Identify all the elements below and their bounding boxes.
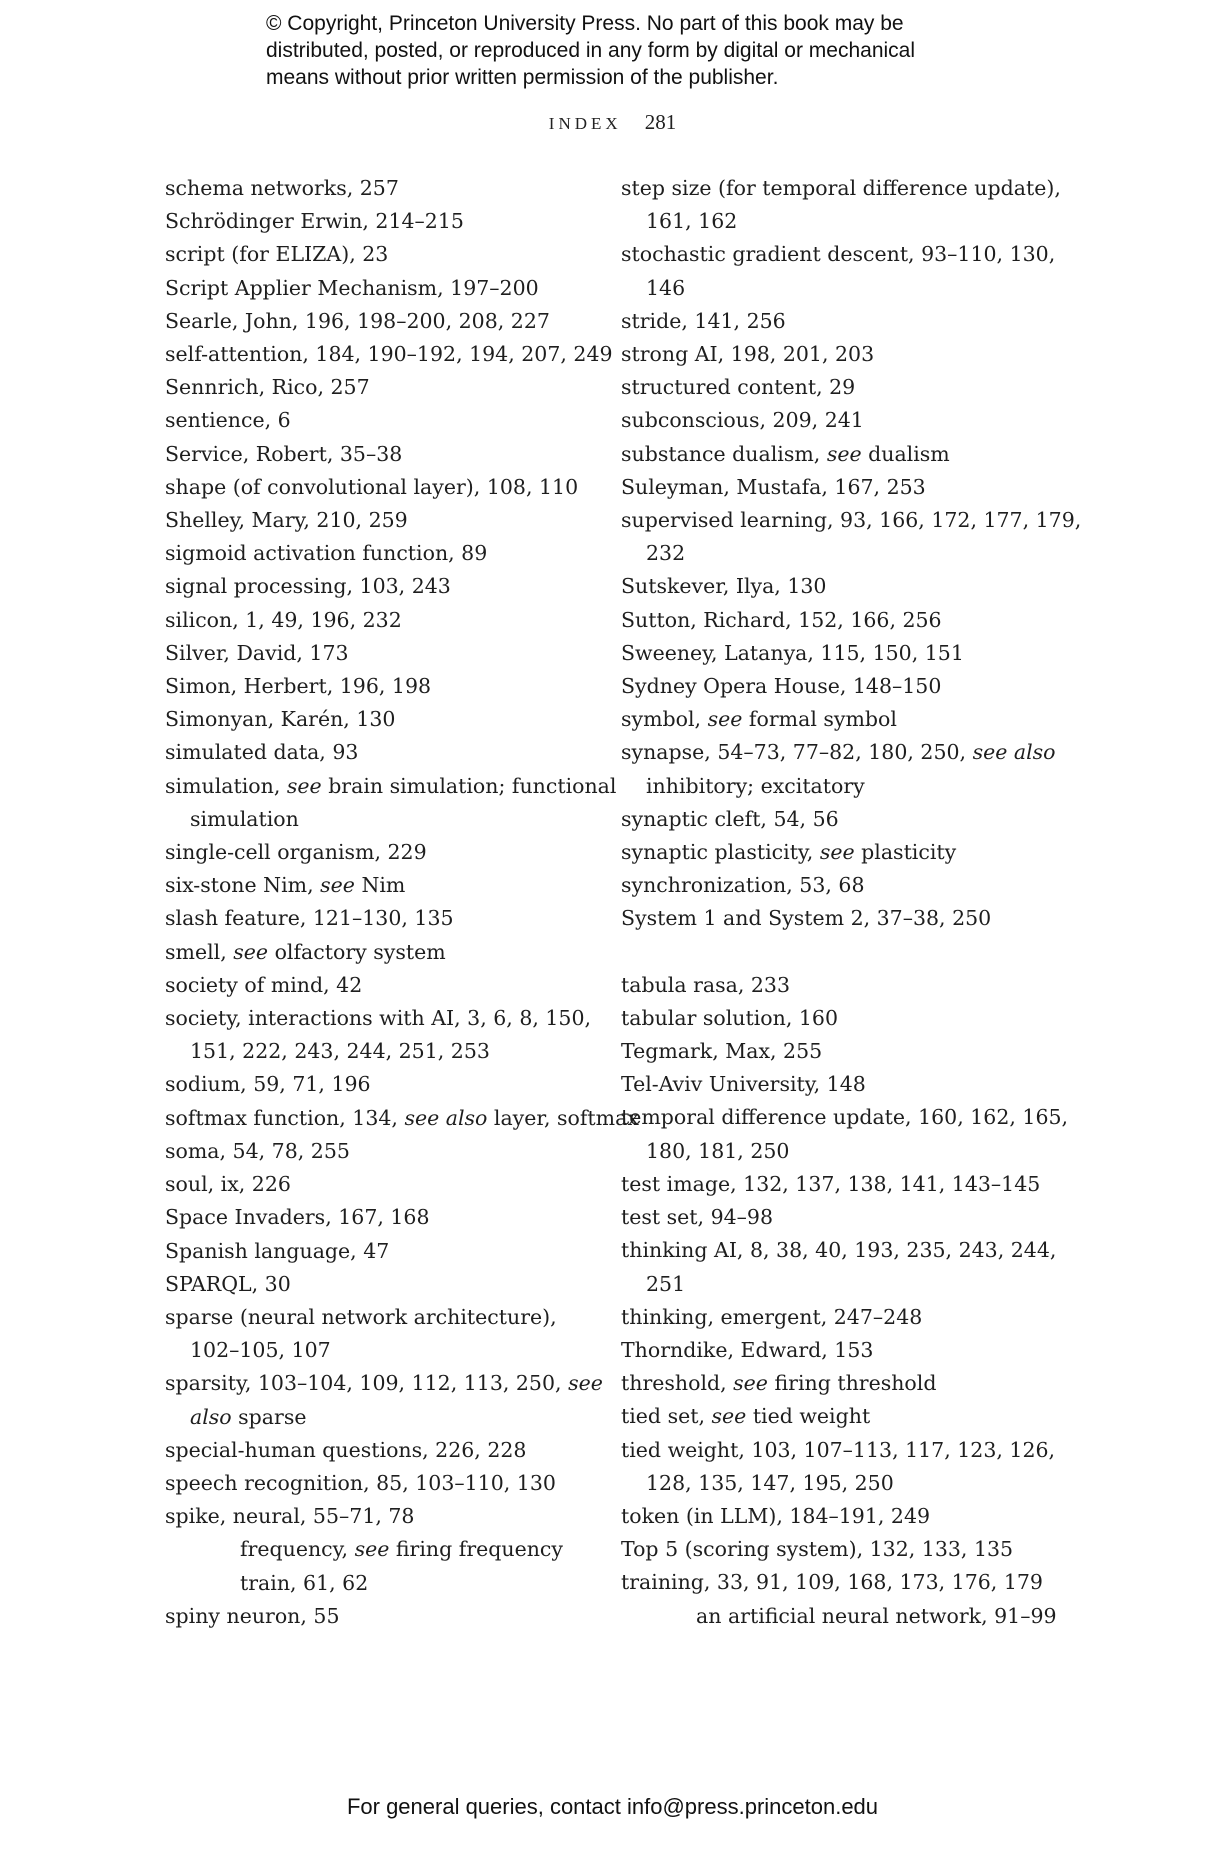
see-reference: see also	[972, 740, 1056, 765]
see-reference: see	[233, 939, 269, 964]
entry-text: symbol,	[621, 707, 708, 732]
index-entry	[165, 1002, 605, 1068]
see-reference: also	[190, 1404, 232, 1429]
entry-text: sparse (neural network architecture),	[165, 1304, 557, 1329]
index-entry: structured content, 29	[621, 375, 856, 400]
index-entry: society of mind, 42	[165, 972, 363, 997]
index-entry	[621, 1234, 1071, 1300]
see-reference: see	[826, 441, 862, 466]
index-entry: Top 5 (scoring system), 132, 133, 135	[621, 1537, 1014, 1562]
copyright-line: distributed, posted, or reproduced in any form by digital or mechanical	[266, 39, 916, 62]
see-reference: see	[320, 873, 355, 898]
index-entry	[165, 869, 605, 902]
see-reference: see	[707, 707, 743, 732]
index-entry: self-attention, 184, 190–192, 194, 207, 249	[165, 342, 613, 367]
index-entry	[165, 1301, 605, 1367]
entry-continuation: 146	[646, 275, 686, 300]
index-entry	[621, 438, 1071, 471]
index-entry: synaptic cleft, 54, 56	[621, 806, 839, 831]
entry-text: sparsity, 103–104, 109, 112, 113, 250,	[165, 1371, 569, 1396]
page-number: 281	[644, 110, 677, 134]
index-entry	[621, 1434, 1071, 1500]
index-entry: single-cell organism, 229	[165, 840, 427, 865]
see-reference: see	[568, 1371, 603, 1396]
index-entry: Spanish language, 47	[165, 1238, 390, 1263]
index-entry	[165, 936, 605, 969]
copyright-line: © Copyright, Princeton University Press. No part of this book may be	[266, 12, 904, 35]
index-entry: Sydney Opera House, 148–150	[621, 674, 942, 699]
index-entry	[165, 1102, 639, 1135]
entry-text: simulation,	[165, 773, 287, 798]
index-entry: slash feature, 121–130, 135	[165, 906, 454, 931]
see-reference: see	[354, 1537, 390, 1562]
index-entry: script (for ELIZA), 23	[165, 242, 389, 267]
entry-text: tied weight, 103, 107–113, 117, 123, 126,	[621, 1437, 1056, 1462]
footer-contact: For general queries, contact info@press.princeton.edu	[346, 1794, 879, 1819]
index-entry	[165, 1367, 605, 1433]
index-entry: strong AI, 198, 201, 203	[621, 342, 875, 367]
index-entry: spike, neural, 55–71, 78	[165, 1504, 415, 1529]
index-entry: soma, 54, 78, 255	[165, 1138, 350, 1163]
index-entry: Space Invaders, 167, 168	[165, 1205, 430, 1230]
index-entry: Searle, John, 196, 198–200, 208, 227	[165, 308, 550, 333]
index-entry: Shelley, Mary, 210, 259	[165, 508, 408, 533]
entry-text: plasticity	[854, 840, 957, 865]
index-entry: tabular solution, 160	[621, 1005, 839, 1030]
index-entry: simulated data, 93	[165, 740, 359, 765]
index-entry: sodium, 59, 71, 196	[165, 1072, 371, 1097]
copyright-notice	[266, 10, 1026, 91]
entry-text: frequency,	[240, 1537, 355, 1562]
index-entry: Tegmark, Max, 255	[621, 1039, 823, 1064]
entry-continuation: 232	[646, 541, 686, 566]
entry-text: dualism	[861, 441, 950, 466]
see-reference: see	[286, 773, 322, 798]
entry-text: smell,	[165, 939, 234, 964]
index-entry: signal processing, 103, 243	[165, 574, 451, 599]
index-entry	[621, 172, 1071, 238]
index-entry: soul, ix, 226	[165, 1172, 291, 1197]
index-entry	[621, 1367, 1071, 1400]
index-entry: sigmoid activation function, 89	[165, 541, 488, 566]
index-entry	[621, 504, 1082, 570]
index-entry: synchronization, 53, 68	[621, 873, 865, 898]
entry-text: tied set,	[621, 1404, 712, 1429]
index-entry: Sennrich, Rico, 257	[165, 375, 370, 400]
entry-text: tied weight	[746, 1404, 871, 1429]
index-entry	[621, 1400, 1071, 1433]
entry-text: society, interactions with AI, 3, 6, 8, 150,	[165, 1006, 592, 1031]
entry-text: softmax function, 134,	[165, 1105, 405, 1130]
entry-continuation: 251	[646, 1271, 686, 1296]
index-entry	[621, 1101, 1071, 1167]
index-entry: Script Applier Mechanism, 197–200	[165, 275, 539, 300]
see-reference: see	[733, 1371, 768, 1396]
index-entry: Sweeney, Latanya, 115, 150, 151	[621, 640, 964, 665]
entry-text: firing frequency	[389, 1537, 563, 1562]
see-reference: see also	[404, 1105, 488, 1130]
entry-text: Nim	[354, 873, 406, 898]
entry-continuation: 102–105, 107	[190, 1338, 331, 1363]
index-subentry: an artificial neural network, 91–99	[696, 1603, 1057, 1628]
index-entry: special-human questions, 226, 228	[165, 1437, 527, 1462]
index-column-right	[621, 172, 1082, 1633]
entry-text: sparse	[231, 1404, 307, 1429]
index-entry: sentience, 6	[165, 408, 291, 433]
index-entry: silicon, 1, 49, 196, 232	[165, 607, 402, 632]
entry-text: temporal difference update, 160, 162, 165,	[621, 1105, 1069, 1130]
entry-text: substance dualism,	[621, 441, 827, 466]
index-entry: Suleyman, Mustafa, 167, 253	[621, 474, 926, 499]
entry-text: formal symbol	[742, 707, 897, 732]
entry-text: stochastic gradient descent, 93–110, 130,	[621, 242, 1056, 267]
index-entry: Sutskever, Ilya, 130	[621, 574, 827, 599]
running-head-label: INDEX	[548, 114, 622, 133]
index-entry: Sutton, Richard, 152, 166, 256	[621, 607, 942, 632]
index-entry: stride, 141, 256	[621, 308, 786, 333]
index-entry: Tel-Aviv University, 148	[621, 1072, 866, 1097]
entry-text: threshold,	[621, 1371, 734, 1396]
index-entry	[621, 238, 1071, 304]
index-entry: schema networks, 257	[165, 176, 399, 200]
entry-text: firing threshold	[767, 1371, 937, 1396]
index-entry	[621, 836, 1071, 869]
entry-text: six-stone Nim,	[165, 873, 321, 898]
index-entry: thinking, emergent, 247–248	[621, 1304, 923, 1329]
entry-continuation: 128, 135, 147, 195, 250	[646, 1470, 894, 1495]
entry-continuation: simulation	[190, 806, 299, 831]
entry-text: step size (for temporal difference update),	[621, 176, 1061, 200]
index-entry	[165, 770, 617, 836]
index-entry: Simonyan, Karén, 130	[165, 707, 396, 732]
index-column-left	[165, 172, 639, 1633]
index-entry	[621, 736, 1071, 802]
entry-text: olfactory system	[268, 939, 446, 964]
index-subentry: train, 61, 62	[240, 1570, 369, 1595]
entry-text: synaptic plasticity,	[621, 840, 820, 865]
index-entry: test image, 132, 137, 138, 141, 143–145	[621, 1171, 1041, 1196]
index-entry: speech recognition, 85, 103–110, 130	[165, 1470, 556, 1495]
entry-text: brain simulation; functional	[321, 773, 617, 798]
index-entry: tabula rasa, 233	[621, 972, 791, 997]
running-head	[0, 110, 1225, 135]
index-entry: shape (of convolutional layer), 108, 110	[165, 474, 579, 499]
entry-text: layer, softmax	[487, 1105, 639, 1130]
index-entry: spiny neuron, 55	[165, 1603, 340, 1628]
index-entry: System 1 and System 2, 37–38, 250	[621, 906, 992, 931]
entry-continuation: 180, 181, 250	[646, 1138, 790, 1163]
index-entry: Service, Robert, 35–38	[165, 441, 403, 466]
entry-text: synapse, 54–73, 77–82, 180, 250,	[621, 740, 973, 765]
entry-text: thinking AI, 8, 38, 40, 193, 235, 243, 244,	[621, 1238, 1057, 1263]
see-reference: see	[711, 1404, 747, 1429]
entry-continuation: inhibitory; excitatory	[646, 773, 865, 798]
entry-continuation: 161, 162	[646, 209, 738, 234]
see-reference: see	[819, 840, 855, 865]
index-entry	[621, 703, 1071, 736]
index-entry: training, 33, 91, 109, 168, 173, 176, 179	[621, 1570, 1043, 1595]
index-entry: Silver, David, 173	[165, 640, 349, 665]
copyright-line: means without prior written permission of the publisher.	[266, 66, 779, 89]
index-entry: Schrödinger Erwin, 214–215	[165, 209, 464, 234]
index-entry: Thorndike, Edward, 153	[621, 1337, 874, 1362]
entry-continuation: 151, 222, 243, 244, 251, 253	[190, 1039, 490, 1064]
index-subentry	[165, 1533, 605, 1566]
index-entry: subconscious, 209, 241	[621, 408, 864, 433]
index-entry: token (in LLM), 184–191, 249	[621, 1503, 931, 1528]
index-entry: SPARQL, 30	[165, 1271, 291, 1296]
entry-text: supervised learning, 93, 166, 172, 177, 179,	[621, 508, 1082, 533]
index-entry: test set, 94–98	[621, 1205, 773, 1230]
index-entry: Simon, Herbert, 196, 198	[165, 674, 432, 699]
